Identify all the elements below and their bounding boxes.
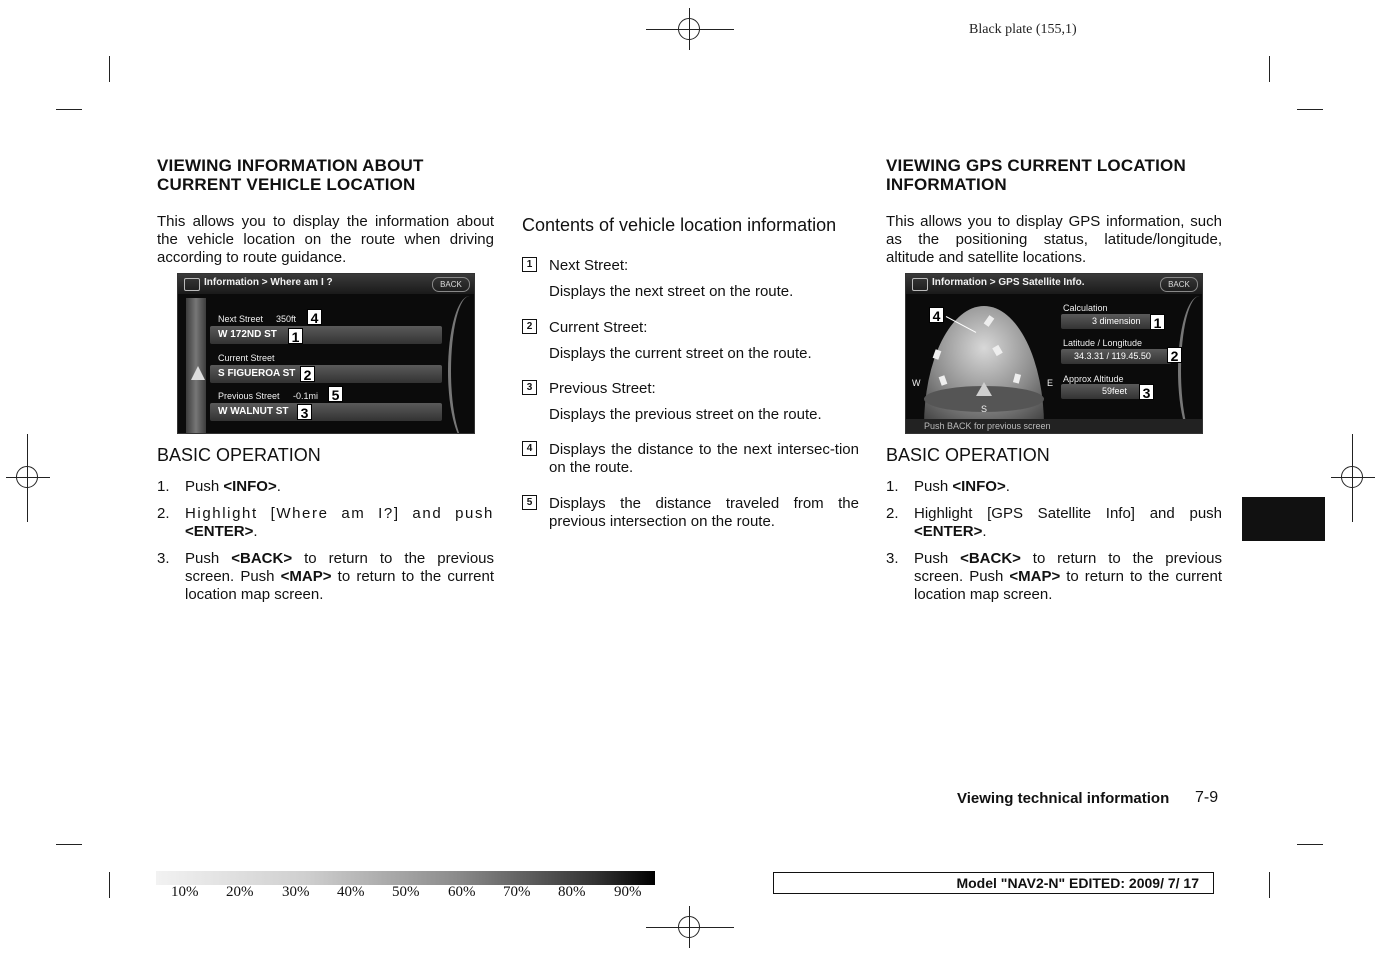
vehicle-icon	[191, 366, 205, 380]
crop-mark	[109, 56, 110, 82]
density-gradient-bar	[156, 871, 655, 885]
callout-2: 2	[1167, 347, 1182, 363]
callout-1: 1	[288, 328, 303, 344]
step-item: 1. Push <INFO>.	[886, 478, 1010, 495]
item-title: Current Street:	[549, 319, 648, 336]
intro-paragraph: This allows you to display the information about the vehicle location on the route when driving according to route guidance.	[157, 213, 494, 266]
callout-2: 2	[300, 366, 315, 382]
intro-paragraph: This allows you to display GPS information, such as the positioning status, latitude/longitude, altitude and satellite locations.	[886, 213, 1222, 266]
basic-operation-steps	[157, 478, 494, 613]
screen-title-bar	[906, 274, 1202, 294]
step-item: 1. Push <INFO>.	[157, 478, 281, 495]
calculation-label: Calculation	[1063, 303, 1108, 313]
next-street-label: Next Street	[218, 314, 264, 324]
compass-west: W	[912, 378, 921, 388]
next-street-distance: 350ft	[276, 314, 297, 324]
callout-3: 3	[1139, 384, 1154, 400]
next-street-value: W 172ND ST	[218, 329, 277, 340]
model-edited-box: Model "NAV2-N" EDITED: 2009/ 7/ 17	[773, 872, 1214, 894]
item-number-box: 4	[522, 441, 537, 456]
registration-mark	[1341, 466, 1363, 488]
density-label: 80%	[558, 884, 586, 900]
back-button[interactable]: BACK	[432, 277, 470, 292]
crop-mark	[1269, 56, 1270, 82]
crop-mark	[109, 872, 110, 898]
page-number: 7-9	[1195, 789, 1219, 806]
vehicle-icon	[976, 382, 992, 396]
calculation-value: 3 dimension	[1092, 316, 1141, 326]
item-title: Displays the distance traveled from the previous intersection on the route.	[549, 495, 859, 530]
item-title: Previous Street:	[549, 380, 656, 397]
screen-footer-text: Push BACK for previous screen	[924, 421, 1051, 431]
step-item: 3. Push <BACK> to return to the previous screen. Push <MAP> to return to the current location map screen.	[886, 550, 1223, 603]
callout-3: 3	[297, 404, 312, 420]
where-am-i-screenshot	[177, 273, 475, 434]
back-button[interactable]: BACK	[1160, 277, 1198, 292]
basic-operation-steps	[886, 478, 1222, 613]
crop-mark	[1297, 844, 1323, 845]
crop-mark	[56, 109, 82, 110]
plate-label: Black plate (155,1)	[969, 22, 1077, 37]
callout-5: 5	[328, 386, 343, 402]
density-label: 20%	[226, 884, 254, 900]
info-icon	[912, 278, 928, 291]
item-description: Displays the current street on the route.	[549, 345, 812, 362]
callout-1: 1	[1150, 314, 1165, 330]
basic-operation-heading: BASIC OPERATION	[886, 445, 1050, 465]
item-number-box: 2	[522, 319, 537, 334]
current-street-label: Current Street	[218, 353, 275, 363]
density-label: 90%	[614, 884, 642, 900]
item-number-box: 3	[522, 380, 537, 395]
registration-mark	[678, 916, 700, 938]
crop-mark	[1297, 109, 1323, 110]
section-heading: VIEWING INFORMATION ABOUT CURRENT VEHICLE LOCATION	[157, 156, 424, 194]
compass-east: E	[1047, 378, 1054, 388]
registration-mark	[16, 466, 38, 488]
previous-street-distance: -0.1mi	[293, 391, 319, 401]
screen-edge-arc	[1178, 296, 1203, 434]
callout-4: 4	[929, 307, 944, 323]
callout-4: 4	[307, 309, 322, 325]
chapter-thumb-tab	[1242, 497, 1325, 541]
current-street-value: S FIGUEROA ST	[218, 368, 296, 379]
basic-operation-heading: BASIC OPERATION	[157, 445, 321, 465]
altitude-label: Approx Altitude	[1063, 374, 1124, 384]
density-label: 70%	[503, 884, 531, 900]
item-description: Displays the previous street on the route.	[549, 406, 822, 423]
section-heading: VIEWING GPS CURRENT LOCATION INFORMATION	[886, 156, 1186, 194]
step-item: 3. Push <BACK> to return to the previous screen. Push <MAP> to return to the current location map screen.	[157, 550, 495, 603]
gps-satellite-screenshot	[905, 273, 1203, 434]
info-icon	[184, 278, 200, 291]
compass-south: S	[981, 404, 988, 414]
item-title: Next Street:	[549, 257, 629, 274]
screen-title: Information > Where am I ?	[204, 277, 333, 288]
crop-mark	[56, 844, 82, 845]
density-label: 50%	[392, 884, 420, 900]
previous-street-label: Previous Street	[218, 391, 280, 401]
item-title: Displays the distance to the next intersec-tion on the route.	[549, 441, 859, 476]
density-label: 10%	[171, 884, 199, 900]
altitude-value: 59feet	[1102, 386, 1128, 396]
density-label: 60%	[448, 884, 476, 900]
crop-mark	[1269, 872, 1270, 898]
previous-street-value: W WALNUT ST	[218, 406, 289, 417]
latlon-value: 34.3.31 / 119.45.50	[1074, 351, 1151, 361]
step-item: 2. Highlight [Where am I?] and push <ENTER>.	[157, 505, 494, 540]
step-item: 2. Highlight [GPS Satellite Info] and push <ENTER>.	[886, 505, 1222, 540]
screen-title-bar	[178, 274, 474, 294]
item-description: Displays the next street on the route.	[549, 283, 794, 300]
screen-title: Information > GPS Satellite Info.	[932, 277, 1085, 288]
contents-heading: Contents of vehicle location information	[522, 215, 837, 235]
density-label: 40%	[337, 884, 365, 900]
latlon-label: Latitude / Longitude	[1063, 338, 1143, 348]
screen-edge-arc	[448, 296, 475, 434]
footer-section-title: Viewing technical information	[957, 790, 1170, 807]
item-number-box: 5	[522, 495, 537, 510]
item-number-box: 1	[522, 257, 537, 272]
density-label: 30%	[282, 884, 310, 900]
registration-mark	[678, 18, 700, 40]
